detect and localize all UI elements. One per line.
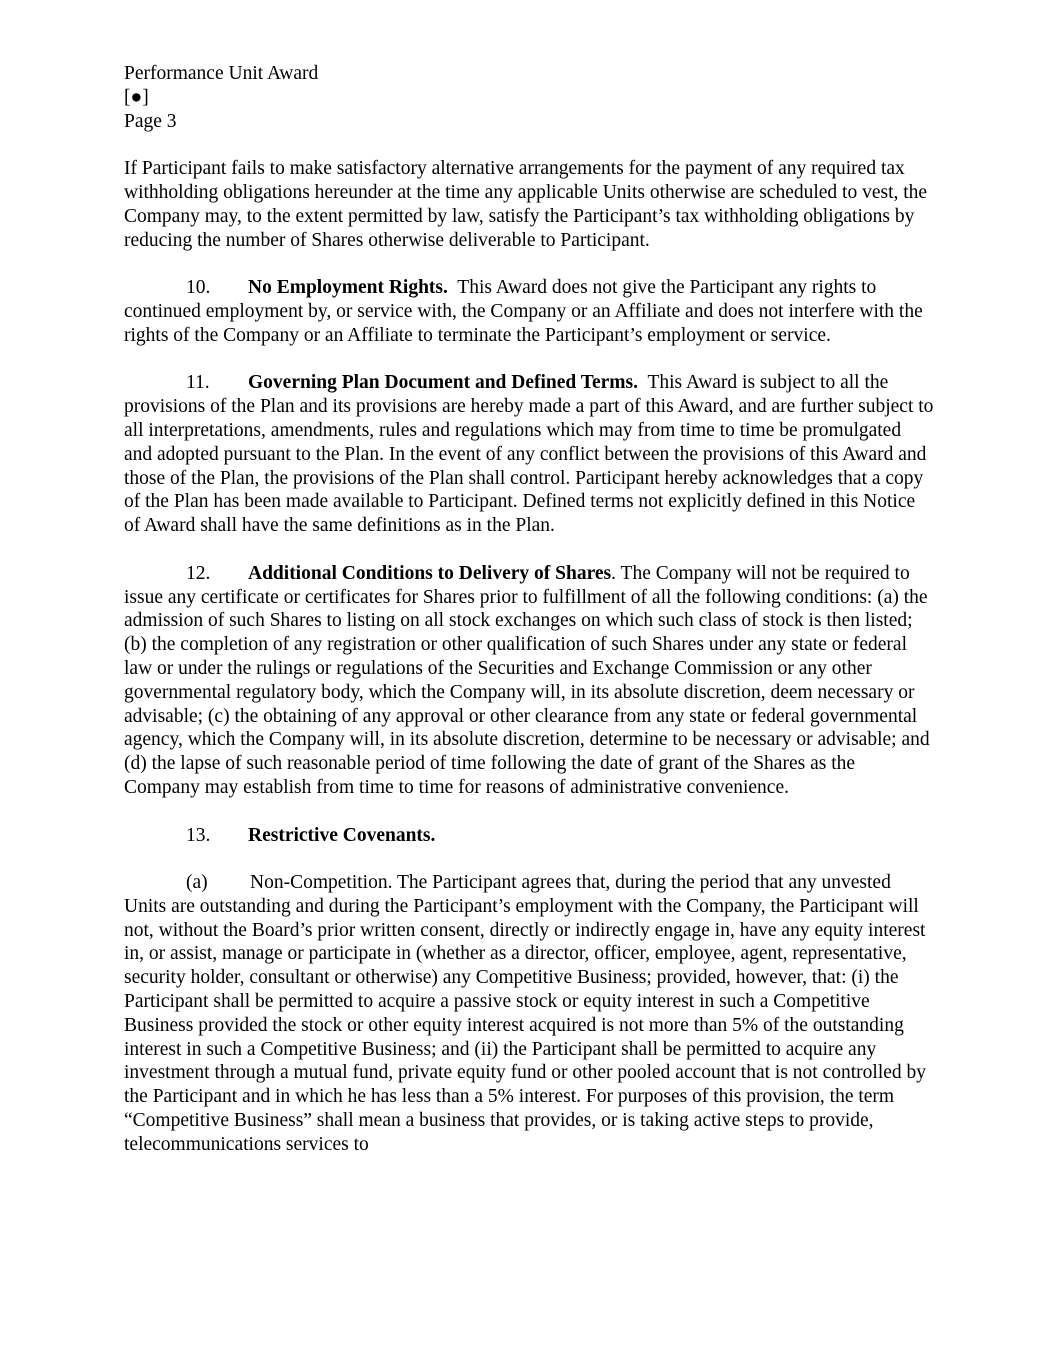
- section-body: This Award is subject to all the provisions of the Plan and its provisions are hereby made a part of this Award, and are further subject to all interpretations, amendments, rules and regulations which may from time to time be promulgated and adopted pursuant to the Plan. In the event of any conflict between the provisions of this Award and those of the Plan, the provisions of the Plan shall control. Participant hereby acknowledges that a copy of the Plan has been made available to Participant. Defined terms not explicitly defined in this Notice of Award shall have the same definitions as in the Plan.: [124, 372, 934, 537]
- section-heading: No Employment Rights.: [248, 277, 448, 299]
- section-13: [124, 824, 934, 848]
- section-12: [124, 562, 934, 800]
- page-header: [124, 62, 934, 133]
- section-number: 13.: [186, 824, 211, 846]
- section-number: 10.: [186, 277, 211, 299]
- header-placeholder: [●]: [124, 86, 149, 108]
- paragraph-text: If Participant fails to make satisfactory alternative arrangements for the payment of any required tax withholding obligations hereunder at the time any applicable Units otherwise are scheduled to vest, the Company may, to the extent permitted by law, satisfy the Participant’s tax withholding obligations by reducing the number of Shares otherwise deliverable to Participant.: [124, 158, 928, 251]
- section-11: [124, 371, 934, 538]
- section-heading: Additional Conditions to Delivery of Shares: [248, 562, 612, 584]
- section-number: 12.: [186, 562, 211, 584]
- section-body: This Award does not give the Participant any rights to continued employment by, or service with, the Company or an Affiliate and does not interfere with the rights of the Company or an Affiliate to terminate the Participant’s employment or service.: [124, 277, 923, 346]
- section-heading: Restrictive Covenants.: [248, 824, 436, 846]
- subsection-body: Non-Competition. The Participant agrees that, during the period that any unvested Units are outstanding and during the Participant’s employment with the Company, the Participant will not, without the Board’s prior written consent, directly or indirectly engage in, have any equity interest in, or assist, manage or participate in (whether as a director, officer, employee, agent, representative, security holder, consultant or otherwise) any Competitive Business; provided, however, that: (i) the Participant shall be permitted to acquire a passive stock or equity interest in such a Competitive Business provided the stock or other equity interest acquired is not more than 5% of the outstanding interest in such a Competitive Business; and (ii) the Participant shall be permitted to acquire any investment through a mutual fund, private equity fund or other pooled account that is not controlled by the Participant and in which he has less than a 5% interest. For purposes of this provision, the term “Competitive Business” shall mean a business that provides, or is taking active steps to provide, telecommunications services to: [124, 872, 927, 1155]
- header-title: Performance Unit Award: [124, 63, 319, 84]
- section-10: [124, 276, 934, 347]
- subsection-number: (a): [186, 872, 208, 894]
- section-heading: Governing Plan Document and Defined Terms.: [248, 372, 639, 394]
- section-number: 11.: [186, 372, 210, 394]
- paragraph-tax-withholding: [124, 157, 934, 252]
- section-13a: [124, 871, 934, 1157]
- document-page: [124, 62, 934, 1180]
- header-page-number: Page 3: [124, 110, 177, 132]
- section-body: . The Company will not be required to issue any certificate or certificates for Shares prior to fulfillment of all the following conditions: (a) the admission of such Shares to listing on all stock exchanges on which such class of stock is then listed; (b) the completion of any registration or other qualification of such Shares under any state or federal law or under the rulings or regulations of the Securities and Exchange Commission or any other governmental regulatory body, which the Company will, in its absolute discretion, deem necessary or advisable; (c) the obtaining of any approval or other clearance from any state or federal governmental agency, which the Company will, in its absolute discretion, determine to be necessary or advisable; and (d) the lapse of such reasonable period of time following the date of grant of the Shares as the Company may establish from time to time for reasons of administrative convenience.: [124, 562, 930, 798]
